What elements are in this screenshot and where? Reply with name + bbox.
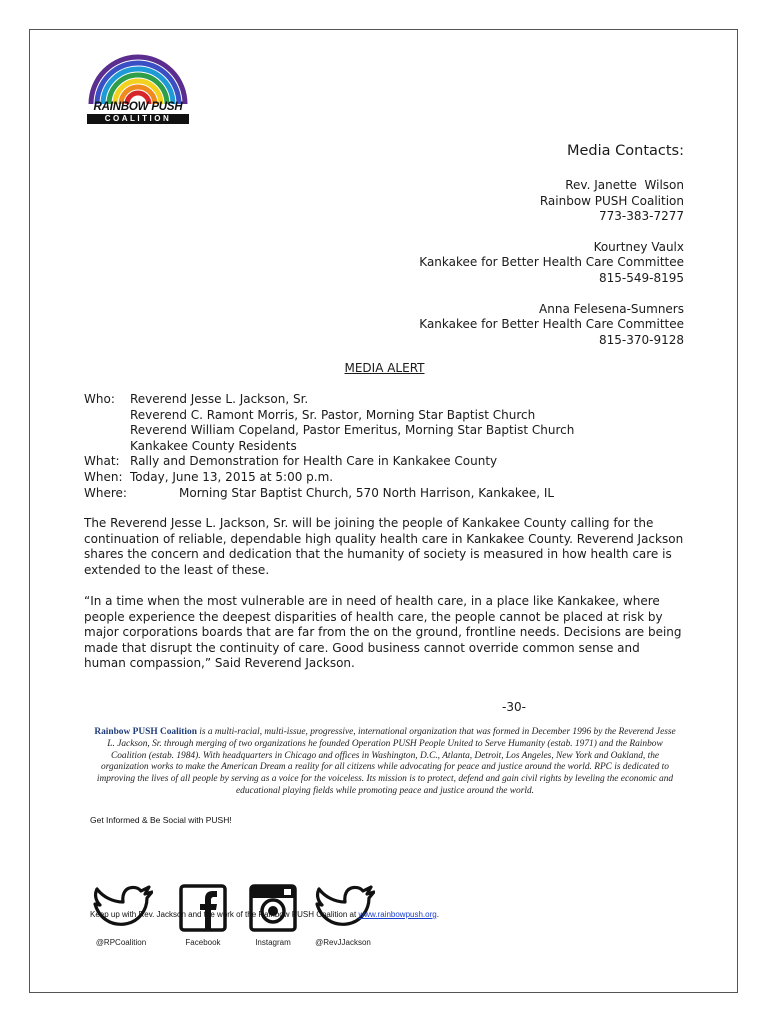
when-label: When:: [84, 469, 123, 484]
keep-up-line: [90, 910, 439, 919]
where-value: Morning Star Baptist Church, 570 North Harrison, Kankakee, IL: [179, 485, 555, 500]
contact-org: Kankakee for Better Health Care Committee: [419, 255, 684, 270]
contact-name: Rev. Janette Wilson: [565, 178, 684, 192]
what-row: [84, 454, 574, 470]
where-label: Where:: [84, 485, 127, 500]
event-details: [84, 392, 574, 501]
contact-entry: [419, 178, 684, 225]
keep-up-end: .: [436, 910, 439, 919]
instagram-icon: [249, 884, 297, 932]
get-informed-text: Get Informed & Be Social with PUSH!: [90, 815, 232, 825]
social-handle: Facebook: [185, 938, 221, 947]
website-link[interactable]: www.rainbowpush.org: [358, 910, 437, 919]
contact-name: Kourtney Vaulx: [593, 239, 684, 254]
social-handle: @RevJJackson: [315, 938, 371, 947]
contact-phone: 815-370-9128: [598, 332, 684, 347]
keep-up-text: Keep up with Rev. Jackson and the work of the Rainbow PUSH Coalition at: [90, 910, 359, 919]
document-page: [29, 29, 738, 993]
who-value: Reverend Jesse L. Jackson, Sr.: [130, 392, 309, 406]
contact-entry: [419, 240, 684, 287]
logo-name: RAINBOW PUSH: [93, 101, 183, 113]
what-label: What:: [84, 454, 120, 469]
facebook-icon: [179, 884, 227, 932]
organization-name: Rainbow PUSH Coalition: [94, 727, 197, 737]
contact-entry: [419, 302, 684, 349]
quote-paragraph: “In a time when the most vulnerable are in need of health care, in a place like Kankakee, where people experience the deepest disparities of health care, the people cannot be placed at risk by major corporations boards that are far from the on the ground, frontline needs. Decisions are being made that disrupt the continuity of care. Good business cannot override common sense and human compassion,” Said Reverend Jackson.: [84, 594, 682, 671]
who-row: [84, 423, 574, 439]
boilerplate-text: is a multi-racial, multi-issue, progressive, international organization that was formed in December 1996 by the Reverend Jesse L. Jackson, Sr. through merging of two organizations he founded Operation PUSH People United to Serve Humanity (estab. 1971) and the Rainbow Coalition (estab. 1984). With headquarters in Chicago and offices in Washington, D.C., Atlanta, Detroit, Los Angeles, New York and Oakland, the organization works to make the American Dream a reality for all citizens while advocating for peace and justice around the world. RPC is dedicated to improving the lives of all people by serving as a voice for the voiceless. Its mission is to protect, defend and gain civil rights by leveling the economic and educational playing fields while promoting peace and justice around the world.: [96, 727, 676, 796]
rainbow-arc-icon: [83, 46, 193, 106]
when-value: Today, June 13, 2015 at 5:00 p.m.: [130, 469, 334, 484]
logo-subtitle: COALITION: [87, 114, 189, 124]
twitter-bird-icon: [89, 884, 153, 932]
who-row: [84, 392, 574, 408]
social-handle: @RPCoalition: [95, 938, 147, 947]
who-value: Reverend C. Ramont Morris, Sr. Pastor, Morning Star Baptist Church: [130, 407, 536, 422]
body-paragraph: The Reverend Jesse L. Jackson, Sr. will be joining the people of Kankakee County calling for the continuation of reliable, dependable high quality health care in Kankakee County. Reverend Jackson shares the concern and dedication that the humanity of society is measured in how health care is extended to the least of these.: [84, 516, 684, 577]
contact-phone: 815-549-8195: [598, 270, 684, 285]
media-contacts-heading: Media Contacts:: [566, 143, 684, 159]
contact-phone: 773-383-7277: [598, 209, 684, 224]
who-value: Kankakee County Residents: [130, 438, 297, 453]
contact-org: Kankakee for Better Health Care Committee: [419, 317, 684, 332]
media-contacts: [419, 142, 684, 363]
social-handle: Instagram: [255, 938, 291, 947]
where-row: [84, 486, 574, 502]
who-row: [84, 439, 574, 455]
end-mark: -30-: [502, 700, 526, 714]
what-value: Rally and Demonstration for Health Care in Kankakee County: [130, 454, 498, 469]
who-value: Reverend William Copeland, Pastor Emeritus, Morning Star Baptist Church: [130, 423, 575, 438]
when-row: [84, 470, 574, 486]
who-label: Who:: [84, 392, 115, 406]
twitter-bird-icon: [311, 884, 375, 932]
contact-name: Anna Felesena-Sumners: [539, 301, 684, 316]
organization-boilerplate: [90, 727, 680, 798]
media-alert-title: MEDIA ALERT: [344, 361, 425, 375]
rainbow-push-logo: [83, 46, 193, 130]
contact-org: Rainbow PUSH Coalition: [539, 193, 684, 208]
who-row: [84, 408, 574, 424]
